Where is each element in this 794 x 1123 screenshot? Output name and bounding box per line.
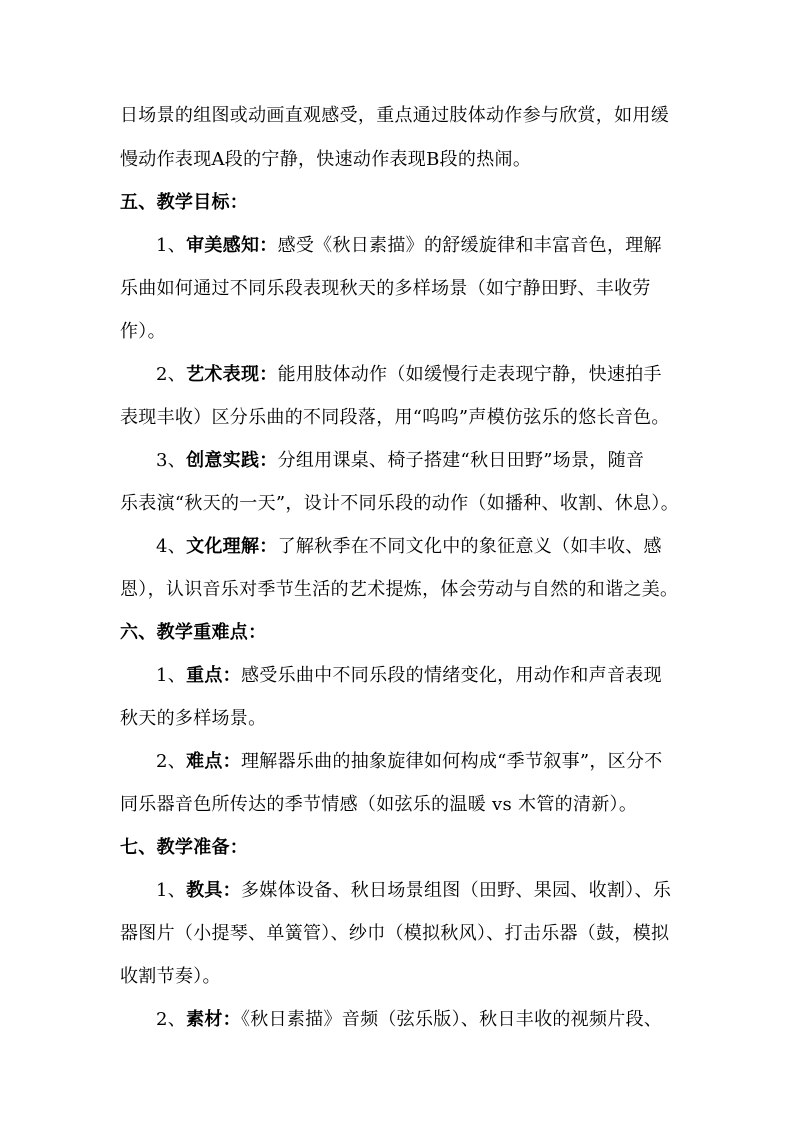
line-text: 日场景的组图或动画直观感受，重点通过肢体动作参与欣赏，如用缓 bbox=[120, 105, 669, 126]
heading-text: 五、教学目标： bbox=[120, 192, 249, 213]
goal-item-2 bbox=[156, 363, 700, 387]
body-text-line bbox=[120, 578, 700, 602]
item-number: 2、 bbox=[156, 751, 187, 772]
line-text: 同乐器音色所传达的季节情感（如弦乐的温暖 vs 木管的清新）。 bbox=[120, 794, 638, 815]
body-text-line bbox=[120, 320, 700, 344]
item-number: 3、 bbox=[156, 450, 187, 471]
line-text: 收割节奏）。 bbox=[120, 966, 221, 987]
heading-text: 六、教学重难点： bbox=[120, 622, 267, 643]
item-number: 1、 bbox=[156, 665, 187, 686]
line-text: 作）。 bbox=[120, 321, 166, 342]
preparation-item-1 bbox=[156, 879, 700, 903]
body-text-line bbox=[120, 707, 700, 731]
body-text-line bbox=[120, 104, 700, 128]
body-text-line bbox=[120, 965, 700, 989]
body-text-line bbox=[120, 492, 700, 516]
line-text: 秋天的多样场景。 bbox=[120, 708, 267, 729]
body-text-line bbox=[120, 793, 700, 817]
item-text: 《秋日素描》音频（弦乐版）、秋日丰收的视频片段、 bbox=[240, 1009, 663, 1030]
section-heading-key-points bbox=[120, 621, 700, 645]
item-number: 2、 bbox=[156, 364, 187, 385]
line-text: 表现丰收）区分乐曲的不同段落，用“呜呜”声模仿弦乐的悠长音色。 bbox=[120, 407, 670, 428]
item-number: 1、 bbox=[156, 235, 187, 256]
line-text: 乐表演“秋天的一天”，设计不同乐段的动作（如播种、收割、休息）。 bbox=[120, 493, 680, 514]
goal-item-4 bbox=[156, 535, 700, 559]
item-label: 审美感知： bbox=[186, 235, 278, 256]
item-text: 感受《秋日素描》的舒缓旋律和丰富音色，理解 bbox=[277, 235, 662, 256]
body-text-line bbox=[120, 148, 700, 172]
line-text: 器图片（小提琴、单簧管）、纱巾（模拟秋风）、打击乐器（鼓，模拟 bbox=[120, 923, 670, 944]
body-text-line bbox=[120, 277, 700, 301]
key-point-item-1 bbox=[156, 664, 700, 688]
section-heading-preparation bbox=[120, 836, 700, 860]
item-text: 了解秋季在不同文化中的象征意义（如丰收、感 bbox=[277, 536, 662, 557]
line-text: 慢动作表现A段的宁静，快速动作表现B段的热闹。 bbox=[120, 149, 532, 170]
item-label: 难点： bbox=[186, 751, 241, 772]
line-text: 乐曲如何通过不同乐段表现秋天的多样场景（如宁静田野、丰收劳 bbox=[120, 278, 651, 299]
item-text: 多媒体设备、秋日场景组图（田野、果园、收割）、乐 bbox=[240, 880, 672, 901]
body-text-line bbox=[120, 406, 700, 430]
item-text: 分组用课桌、椅子搭建“秋日田野”场景，随音 bbox=[277, 450, 645, 471]
item-number: 1、 bbox=[156, 880, 187, 901]
item-label: 教具： bbox=[186, 880, 241, 901]
line-text: 恩），认识音乐对季节生活的艺术提炼，体会劳动与自然的和谐之美。 bbox=[120, 579, 679, 600]
section-heading-teaching-goals bbox=[120, 191, 700, 215]
goal-item-3 bbox=[156, 449, 700, 473]
item-label: 重点： bbox=[186, 665, 241, 686]
item-text: 理解器乐曲的抽象旋律如何构成“季节叙事”，区分不 bbox=[240, 751, 663, 772]
preparation-item-2 bbox=[156, 1008, 700, 1032]
item-text: 能用肢体动作（如缓慢行走表现宁静，快速拍手 bbox=[277, 364, 662, 385]
heading-text: 七、教学准备： bbox=[120, 837, 249, 858]
item-text: 感受乐曲中不同乐段的情绪变化，用动作和声音表现 bbox=[240, 665, 662, 686]
goal-item-1 bbox=[156, 234, 700, 258]
item-label: 素材： bbox=[186, 1009, 241, 1030]
item-label: 艺术表现： bbox=[186, 364, 278, 385]
item-label: 创意实践： bbox=[186, 450, 278, 471]
body-text-line bbox=[120, 922, 700, 946]
item-label: 文化理解： bbox=[186, 536, 278, 557]
item-number: 2、 bbox=[156, 1009, 187, 1030]
key-point-item-2 bbox=[156, 750, 700, 774]
item-number: 4、 bbox=[156, 536, 187, 557]
